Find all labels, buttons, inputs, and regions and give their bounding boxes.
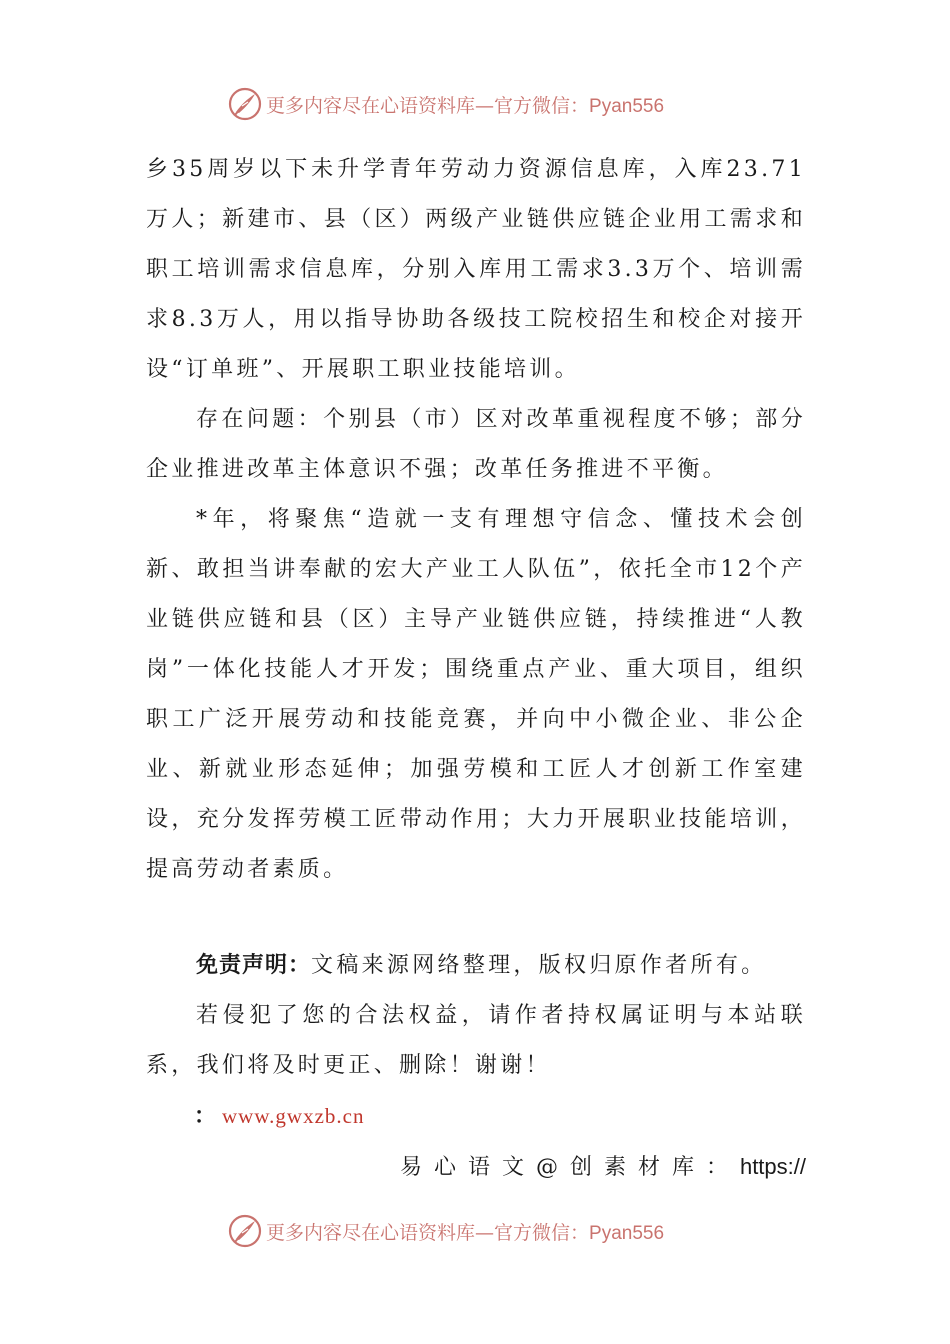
site-colon: ： xyxy=(194,1104,217,1129)
disclaimer-label: 免责声明： xyxy=(196,953,312,978)
document-body xyxy=(146,145,806,1193)
watermark-text: 更多内容尽在心语资料库—官方微信：Pyan556 xyxy=(266,94,665,117)
paragraph-intro: 乡35周岁以下未升学青年劳动力资源信息库，入库23.71万人；新建市、县（区）两级产业链供应链企业用工需求和职工培训需求信息库，分别入库用工需求3.3万个、培训需求8.3万人，用以指导协助各级技工院校招生和校企对接开设“订单班”、开展职工职业技能培训。 xyxy=(146,157,806,382)
disclaimer-contact: 若侵犯了您的合法权益，请作者持权属证明与本站联系，我们将及时更正、删除！谢谢！ xyxy=(146,1003,806,1078)
credit-url[interactable]: https:// xyxy=(739,1154,806,1179)
quill-pen-logo-icon xyxy=(228,1214,262,1248)
site-url-link[interactable]: www.gwxzb.cn xyxy=(222,1104,365,1128)
disclaimer-line xyxy=(146,941,806,991)
paragraph-problems: 存在问题：个别县（市）区对改革重视程度不够；部分企业推进改革主体意识不强；改革任务推进不平衡。 xyxy=(146,407,806,482)
credit-line xyxy=(146,1142,806,1193)
credit-text: 易心语文@创素材库： xyxy=(399,1155,740,1180)
site-line xyxy=(146,1091,806,1142)
paragraph-plan: *年，将聚焦“造就一支有理想守信念、懂技术会创新、敢担当讲奉献的宏大产业工人队伍”，依托全市12个产业链供应链和县（区）主导产业链供应链，持续推进“人教岗”一体化技能人才开发；围绕重点产业、重大项目，组织职工广泛开展劳动和技能竞赛，并向中小微企业、非公企业、新就业形态延伸；加强劳模和工匠人才创新工作室建设，充分发挥劳模工匠带动作用；大力开展职业技能培训，提高劳动者素质。 xyxy=(146,507,806,882)
quill-pen-logo-icon xyxy=(228,87,262,121)
section-gap xyxy=(146,895,806,941)
header-watermark xyxy=(228,84,748,124)
watermark-text: 更多内容尽在心语资料库—官方微信：Pyan556 xyxy=(266,1221,665,1244)
disclaimer-text: 文稿来源网络整理，版权归原作者所有。 xyxy=(311,953,767,978)
footer-watermark xyxy=(228,1211,748,1251)
